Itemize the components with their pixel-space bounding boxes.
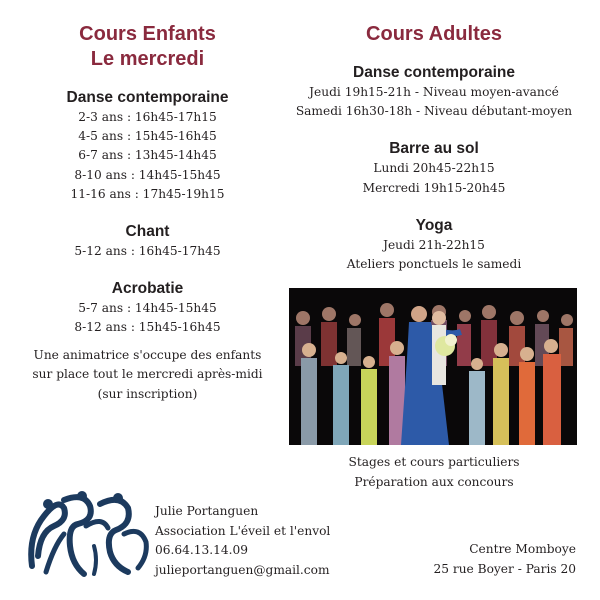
enfants-chant-line: 5-12 ans : 16h45-17h45 (74, 244, 221, 259)
enfants-acrobatie-line: 8-12 ans : 15h45-16h45 (74, 320, 221, 335)
enfants-note-line: (sur inscription) (97, 386, 198, 401)
contact-name: Julie Portanguen (155, 504, 259, 518)
adultes-extra-line: Préparation aux concours (354, 474, 514, 489)
enfants-title-line1: Cours Enfants (79, 23, 216, 45)
adultes-danse-title: Danse contemporaine (353, 64, 515, 81)
adultes-yoga-line: Ateliers ponctuels le samedi (346, 257, 522, 272)
enfants-title-line2: Le mercredi (90, 48, 205, 70)
dancers-logo-icon (24, 486, 152, 582)
adultes-yoga-line: Jeudi 21h-22h15 (383, 237, 485, 252)
enfants-danse-line: 6-7 ans : 13h45-14h45 (78, 148, 217, 163)
enfants-note-line: sur place tout le mercredi après-midi (32, 367, 263, 382)
enfants-chant-title: Chant (125, 223, 170, 241)
adultes-column (290, 22, 578, 274)
contact-email[interactable]: julieportanguen@gmail.com (155, 562, 330, 577)
adultes-barre-title: Barre au sol (389, 140, 479, 158)
contact-phone[interactable]: 06.64.13.14.09 (155, 543, 249, 557)
enfants-danse-line: 8-10 ans : 14h45-15h45 (74, 167, 221, 182)
enfants-column (20, 22, 275, 404)
location-address: 25 rue Boyer - Paris 20 (433, 561, 576, 576)
enfants-acrobatie-title: Acrobatie (111, 280, 184, 298)
enfants-danse-line: 11-16 ans : 17h45-19h15 (70, 186, 225, 201)
adultes-danse-line: Jeudi 19h15-21h - Niveau moyen-avancé (309, 85, 559, 99)
enfants-danse-line: 2-3 ans : 16h45-17h15 (78, 110, 217, 124)
dance-group-photo-illustration (289, 288, 577, 445)
adultes-barre-line: Mercredi 19h15-20h45 (362, 180, 506, 195)
contact-block (155, 502, 330, 580)
enfants-danse-line: 4-5 ans : 15h45-16h45 (78, 129, 217, 144)
adultes-extra (290, 453, 578, 492)
adultes-extra-line: Stages et cours particuliers (348, 455, 520, 469)
enfants-danse-title: Danse contemporaine (66, 89, 229, 106)
location-name: Centre Momboye (469, 542, 576, 556)
adultes-yoga-title: Yoga (415, 216, 453, 234)
adultes-danse-line: Samedi 16h30-18h - Niveau débutant-moyen (295, 104, 573, 119)
location-block (433, 540, 576, 579)
enfants-note-line: Une animatrice s'occupe des enfants (33, 347, 262, 362)
dance-group-photo (289, 288, 577, 445)
adultes-barre-line: Lundi 20h45-22h15 (373, 161, 495, 176)
enfants-acrobatie-line: 5-7 ans : 14h45-15h45 (78, 301, 217, 316)
contact-association: Association L'éveil et l'envol (155, 523, 331, 538)
adultes-title: Cours Adultes (366, 23, 502, 45)
